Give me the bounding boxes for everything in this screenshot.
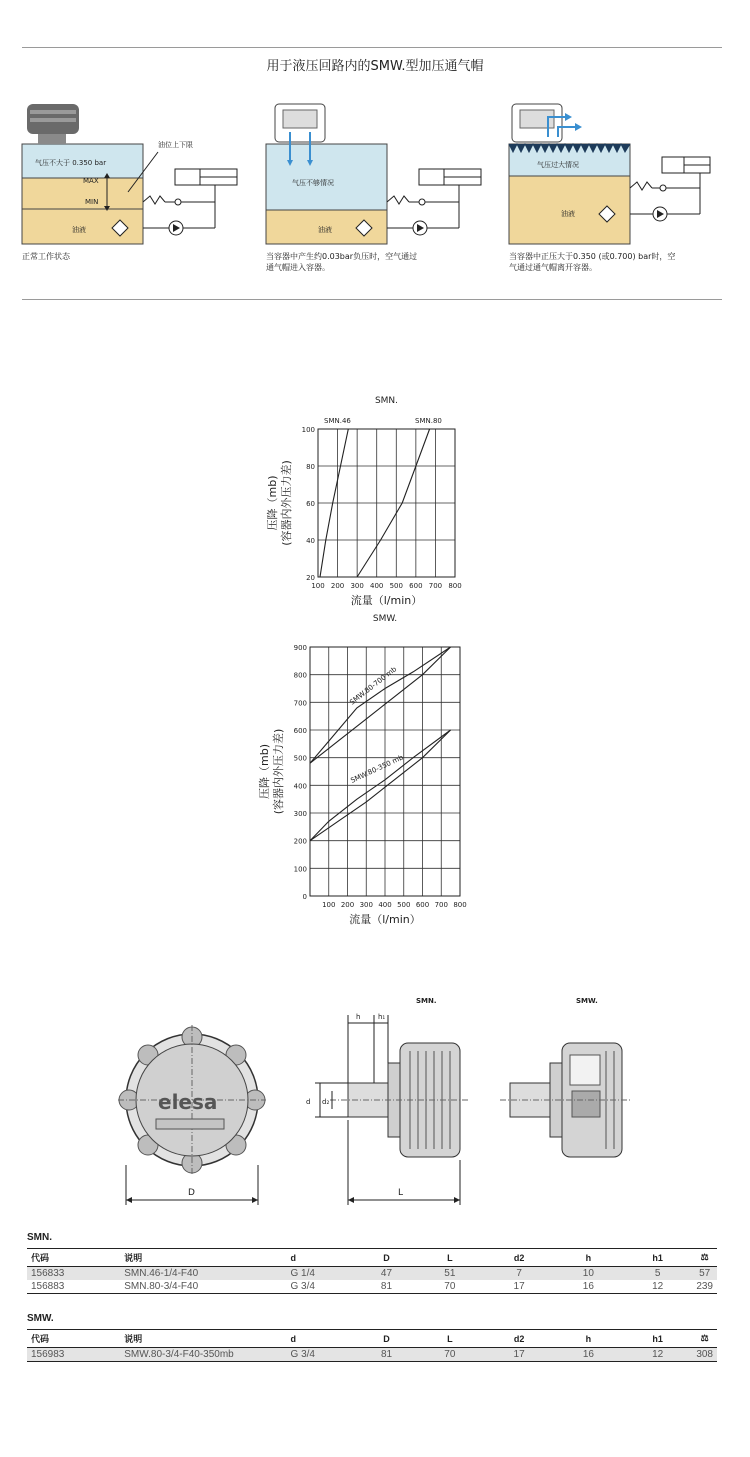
y-tick-label: 700: [293, 699, 307, 708]
x-tick-label: 600: [415, 901, 430, 909]
chart-smn: [250, 385, 490, 615]
cell: 51: [415, 1267, 484, 1281]
y-tick-label: 20: [306, 574, 315, 582]
caption-over: [509, 251, 675, 273]
cell: 70: [415, 1280, 484, 1294]
cell: SMN.46-1/4-F40: [120, 1267, 286, 1281]
label-air-2: 气压不够情况: [292, 179, 334, 187]
caption-over-line-1: 当容器中正压大于0.350 (或0.700) bar时，空: [509, 252, 676, 261]
cell: 7: [484, 1267, 553, 1281]
table-row: [27, 1280, 717, 1294]
cell: 81: [358, 1348, 415, 1362]
page-title: 用于液压回路内的SMW.型加压通气帽: [266, 59, 484, 74]
cell: G 3/4: [287, 1348, 358, 1362]
label-air-1: 气压不大于 0.350 bar: [35, 159, 107, 167]
dim-L: L: [398, 1188, 404, 1198]
col-L: L: [415, 1330, 484, 1348]
label-air-3: 气压过大情况: [537, 161, 579, 169]
cell: SMW.80-3/4-F40-350mb: [120, 1348, 286, 1362]
label-min: MIN: [85, 198, 99, 206]
label-smn-drawing: SMN.: [416, 997, 437, 1005]
caption-low-line-1: 当容器中产生约0.03bar负压时，空气通过: [266, 252, 418, 261]
col-d2: d2: [484, 1330, 553, 1348]
label-oil-3: 油液: [561, 210, 575, 218]
col-desc: 说明: [120, 1330, 286, 1348]
y-axis-label-sub: (容器内外压力差): [280, 460, 293, 546]
x-tick-label: 300: [359, 901, 373, 909]
col-L: L: [415, 1249, 484, 1267]
caption-normal: [22, 251, 70, 262]
y-tick-label: 900: [293, 644, 307, 652]
y-tick-label: 100: [293, 865, 307, 874]
cell: 16: [554, 1280, 623, 1294]
x-axis-label: 流量（l/min）: [350, 594, 423, 607]
cell: 5: [623, 1267, 692, 1281]
cell: G 3/4: [287, 1280, 358, 1294]
x-tick-label: 700: [434, 901, 448, 909]
caption-over-line-2: 气通过通气帽离开容器。: [509, 263, 597, 272]
x-tick-label: 800: [453, 901, 467, 909]
table-smw: [27, 1329, 717, 1362]
col-code: 代码: [27, 1249, 120, 1267]
chart-title: SMN.: [374, 396, 399, 406]
col-d: d: [287, 1249, 358, 1267]
cell: 156983: [27, 1348, 120, 1362]
col-h1: h1: [623, 1249, 692, 1267]
dim-D: D: [188, 1188, 195, 1198]
cell: 10: [554, 1267, 623, 1281]
x-tick-label: 500: [397, 901, 411, 909]
x-tick-label: 600: [409, 582, 423, 590]
weight-icon: ⚖: [692, 1330, 717, 1348]
brand-logo: elesa: [158, 1090, 218, 1114]
col-h: h: [554, 1330, 623, 1348]
x-tick-label: 500: [389, 582, 403, 590]
col-desc: 说明: [120, 1249, 286, 1267]
x-tick-label: 100: [322, 901, 336, 909]
table-header: [27, 1330, 717, 1348]
diagram-over-pressure: [509, 104, 710, 244]
table-row: [27, 1348, 717, 1362]
x-tick-label: 700: [428, 582, 443, 590]
label-oil-1: 油液: [72, 226, 86, 234]
label-smw-drawing: SMW.: [576, 997, 598, 1005]
caption-low-line-2: 通气帽进入容器。: [266, 263, 330, 272]
label-max: MAX: [83, 177, 99, 185]
y-axis-label: 压降（mb): [258, 744, 271, 799]
mid-rule: [22, 299, 722, 300]
col-d2: d2: [484, 1249, 553, 1267]
y-tick-label: 800: [293, 671, 307, 680]
x-tick-label: 200: [340, 901, 355, 909]
y-tick-label: 100: [301, 426, 315, 434]
col-d: d: [287, 1330, 358, 1348]
chart-title: SMW.: [372, 614, 398, 624]
cell: 17: [484, 1348, 553, 1362]
diagram-normal: [22, 104, 237, 244]
y-tick-label: 500: [293, 754, 307, 763]
caption-low: [266, 251, 417, 273]
cell: 308: [692, 1348, 717, 1362]
x-axis-label: 流量（l/min）: [349, 913, 421, 926]
section-smn: SMN.: [27, 1232, 52, 1243]
top-rule: [22, 47, 722, 48]
cell: SMN.80-3/4-F40: [120, 1280, 286, 1294]
x-tick-label: 100: [311, 582, 325, 590]
y-tick-label: 200: [293, 837, 307, 846]
cell: G 1/4: [287, 1267, 358, 1281]
x-tick-label: 400: [370, 582, 384, 590]
col-D: D: [358, 1330, 415, 1348]
cell: 17: [484, 1280, 553, 1294]
cell: 156833: [27, 1267, 120, 1281]
dim-h1: h₁: [378, 1013, 386, 1021]
table-header: [27, 1249, 717, 1267]
col-h: h: [554, 1249, 623, 1267]
cell: 156883: [27, 1280, 120, 1294]
caption-normal-line: 正常工作状态: [22, 252, 70, 261]
cell: 239: [692, 1280, 717, 1294]
y-tick-label: 600: [293, 727, 307, 735]
table-smn: [27, 1248, 717, 1294]
cell: 47: [358, 1267, 415, 1281]
series-label: SMW.80-350 mb: [349, 753, 405, 785]
y-tick-label: 40: [306, 537, 315, 545]
col-D: D: [358, 1249, 415, 1267]
y-axis-label-sub: (容器内外压力差): [272, 728, 285, 815]
series-label: SMN.46: [324, 417, 351, 425]
cell: 12: [623, 1280, 692, 1294]
y-axis-label: 压降（mb): [266, 475, 279, 531]
y-tick-label: 0: [302, 893, 307, 901]
y-tick-label: 400: [293, 782, 307, 791]
smn-side-view: [306, 997, 470, 1205]
col-h1: h1: [623, 1330, 692, 1348]
technical-drawing: [110, 995, 650, 1210]
x-tick-label: 800: [448, 582, 462, 590]
knob-front-view: [118, 1025, 266, 1205]
cell: 57: [692, 1267, 717, 1281]
series-label: SMN.80: [415, 417, 442, 425]
x-tick-label: 200: [330, 582, 345, 590]
series-label: SMW.80-700 mb: [348, 665, 399, 707]
col-code: 代码: [27, 1330, 120, 1348]
cell: 70: [415, 1348, 484, 1362]
weight-icon: ⚖: [692, 1249, 717, 1267]
section-smw: SMW.: [27, 1313, 54, 1324]
table-row: [27, 1267, 717, 1281]
cell: 16: [554, 1348, 623, 1362]
y-tick-label: 60: [306, 500, 315, 508]
dim-h: h: [356, 1013, 361, 1021]
dim-d2: d₂: [322, 1098, 330, 1106]
x-tick-label: 300: [350, 582, 364, 590]
smw-side-view: [500, 997, 630, 1157]
x-tick-label: 400: [378, 901, 392, 909]
chart-smw: [240, 614, 490, 935]
dim-d: d: [306, 1098, 311, 1106]
cell: 81: [358, 1280, 415, 1294]
y-tick-label: 300: [293, 810, 307, 818]
cell: 12: [623, 1348, 692, 1362]
y-tick-label: 80: [306, 463, 315, 471]
diagram-low-pressure: [266, 104, 481, 244]
label-level: 油位上下限: [158, 141, 193, 149]
label-oil-2: 油液: [318, 226, 332, 234]
